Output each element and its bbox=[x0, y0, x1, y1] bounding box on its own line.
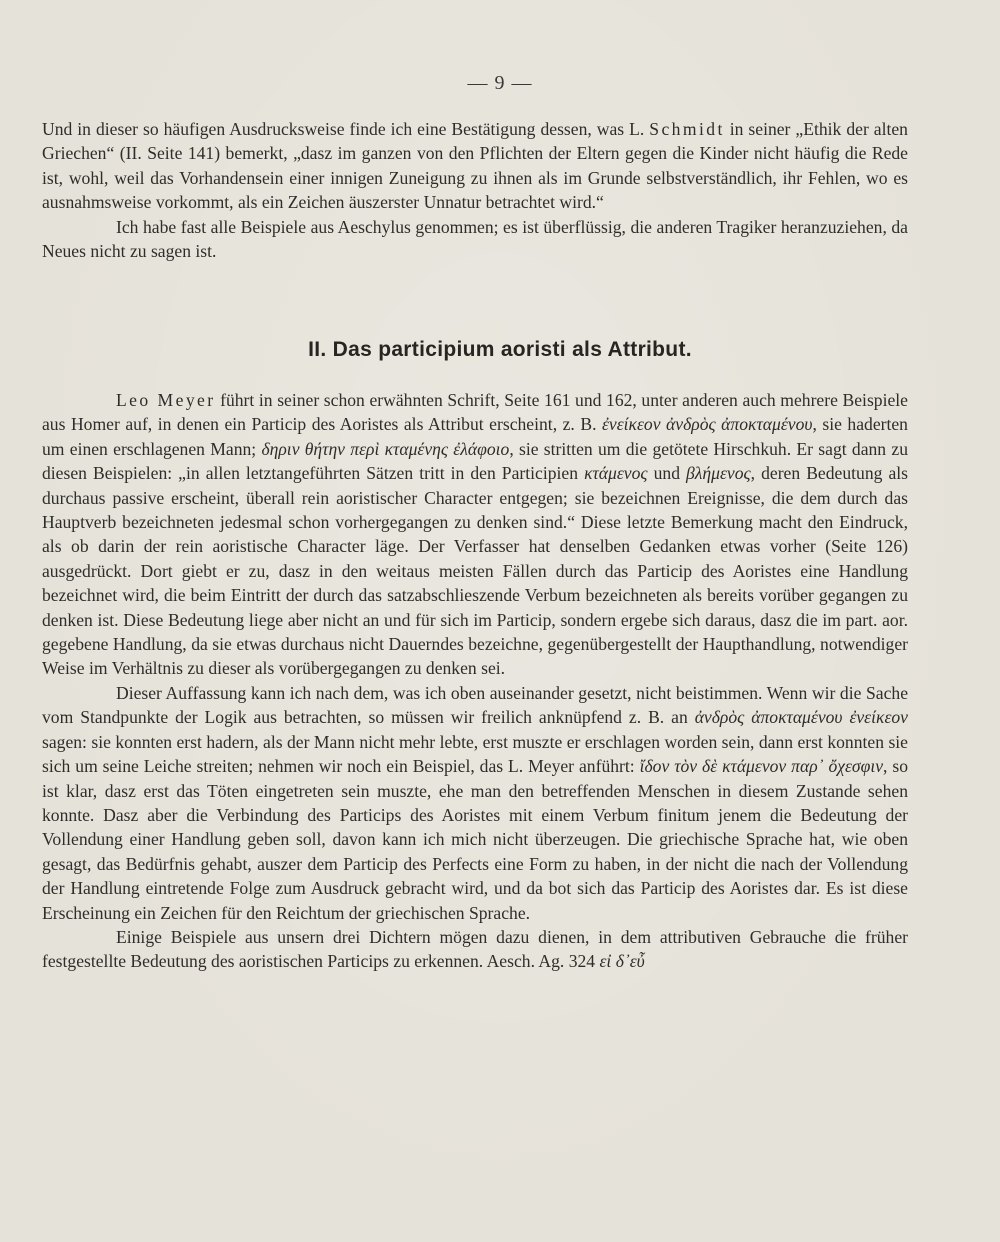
text-run: Und in dieser so häufigen Ausdrucksweise finde ich eine Bestätigung dessen, was L. bbox=[42, 119, 650, 139]
greek-quote: ἀνδρὸς ἀποκταμένου ἐνείκεον bbox=[694, 707, 908, 728]
greek-quote: δηριν θήτην περὶ κταμένης ἐλάφοιο bbox=[261, 438, 510, 459]
page-number: — 9 — bbox=[467, 72, 533, 94]
text-run: , sie stritten um die getötete Hirschkuh. Er sagt dann zu diesen Beispielen: „in allen letztangeführten Sätzen tritt in den Participien bbox=[42, 438, 908, 484]
text-run: , deren Bedeutung als durchaus passive erscheint, überall rein aoristischer Character entgegen; sie bezeichnen Ereignisse, die dem durch das Hauptverb bezeichneten jedesmal schon vorhergegangen zu denken sind.“ Diese letzte Bemerkung macht den Eindruck, als ob darin der rein aoristische Character läge. Der Verfasser hat denselben Gedanken etwas vorher (Seite 126) ausgedrückt. Dort giebt er zu, dasz in den weitaus meisten Fällen durch das Particip des Aoristes eine Handlung bezeichnet wird, die beim Eintritt der durch das satzabschlieszende Verbum bezeichneten als bereits vorüber gegangen zu denken ist. Diese Bedeutung liege aber nicht an und für sich im Particip, sondern ergebe sich daraus, dasz die im part. aor. gegebene Handlung, da sie etwas durchaus nicht Dauerndes bezeichne, gegenübergestellt der Haupthandlung, notwendiger Weise im Verhältnis zu dieser als vorübergegangen zu denken sei. bbox=[42, 463, 909, 679]
text-run: , sie haderten um einen erschlagenen Mann; bbox=[42, 414, 908, 459]
paragraph bbox=[42, 925, 908, 974]
greek-quote: ἴδον τὸν δὲ κτάμενον παρ᾽ ὄχεσφιν bbox=[639, 756, 884, 777]
text-run: , so ist klar, dasz erst das Töten eingetreten sein muszte, ehe man den betreffenden Menschen in diesem Zustande sehen konnte. Dasz aber die Verbindung des Particips des Aoristes mit einem Verbum finitum jenem die Bedeutung der Vollendung einer Handlung geben soll, davon kann ich mich nicht überzeugen. Die griechische Sprache hat, wie oben gesagt, das Bedürfnis gehabt, auszer dem Particip des Perfects eine Form zu haben, in der nicht die nach der Vollendung der Handlung eintretende Folge zum Ausdruck gebracht wird, und da bot sich das Particip des Aoristes dar. Es ist diese Erscheinung ein Zeichen für den Reichtum der griechischen Sprache. bbox=[42, 756, 909, 923]
text-run: sagen: sie konnten erst hadern, als der Mann nicht mehr lebte, erst muszte er erschlagen worden sein, dann erst konnten sie sich um seine Leiche streiten; nehmen wir noch ein Beispiel, das L. Meyer anführt: bbox=[42, 731, 908, 777]
section-body bbox=[42, 388, 908, 974]
author-name-spaced: Schmidt bbox=[649, 119, 725, 139]
paragraph bbox=[42, 681, 908, 925]
paragraph bbox=[42, 117, 908, 215]
paragraph: Ich habe fast alle Beispiele aus Aeschylus genommen; es ist überflüssig, die anderen Tragiker heranzuziehen, da Neues nicht zu sagen ist. bbox=[42, 216, 908, 262]
paragraph bbox=[42, 388, 908, 681]
greek-quote: ἐνείκεον ἀνδρὸς ἀποκταμένου bbox=[601, 414, 813, 435]
greek-word: κτάμενος bbox=[584, 463, 648, 484]
text-run: und bbox=[647, 463, 687, 484]
section-heading: II. Das participium aoristi als Attribut. bbox=[308, 338, 692, 361]
greek-quote: εἰ δ᾽εὖ bbox=[599, 951, 645, 972]
text-run: Einige Beispiele aus unsern drei Dichtern mögen dazu dienen, in dem attributiven Gebrauche die früher festgestellte Bedeutung des aoristischen Particips zu erkennen. Aesch. Ag. 324 bbox=[42, 926, 908, 972]
text-run: führt in seiner schon erwähnten Schrift, Seite 161 und 162, unter anderen auch mehrere Beispiele aus Homer auf, in denen ein Particip des Aoristes als Attribut erscheint, z. B. bbox=[42, 390, 908, 435]
text-run: Dieser Auffassung kann ich nach dem, was ich oben auseinander gesetzt, nicht beistimmen. Wenn wir die Sache vom Standpunkte der Logik aus betrachten, so müssen wir freilich anknüpfend z. B. an bbox=[42, 682, 908, 728]
author-name-spaced: Leo Meyer bbox=[116, 390, 216, 410]
greek-word: βλήμενος bbox=[686, 463, 751, 484]
text-run: in seiner „Ethik der alten Griechen“ (II. Seite 141) bemerkt, „dasz im ganzen von den Pflichten der Eltern gegen die Kinder nicht häufig die Rede ist, wohl, weil das Vorhandensein einer innigen Zuneigung zu ihnen als im Grunde selbstverständlich, ihr Fehlen, wo es ausnahmsweise vorkommt, als ein Zeichen äuszerster Unnatur betrachtet wird.“ bbox=[42, 119, 908, 213]
intro-text-block bbox=[42, 117, 908, 263]
